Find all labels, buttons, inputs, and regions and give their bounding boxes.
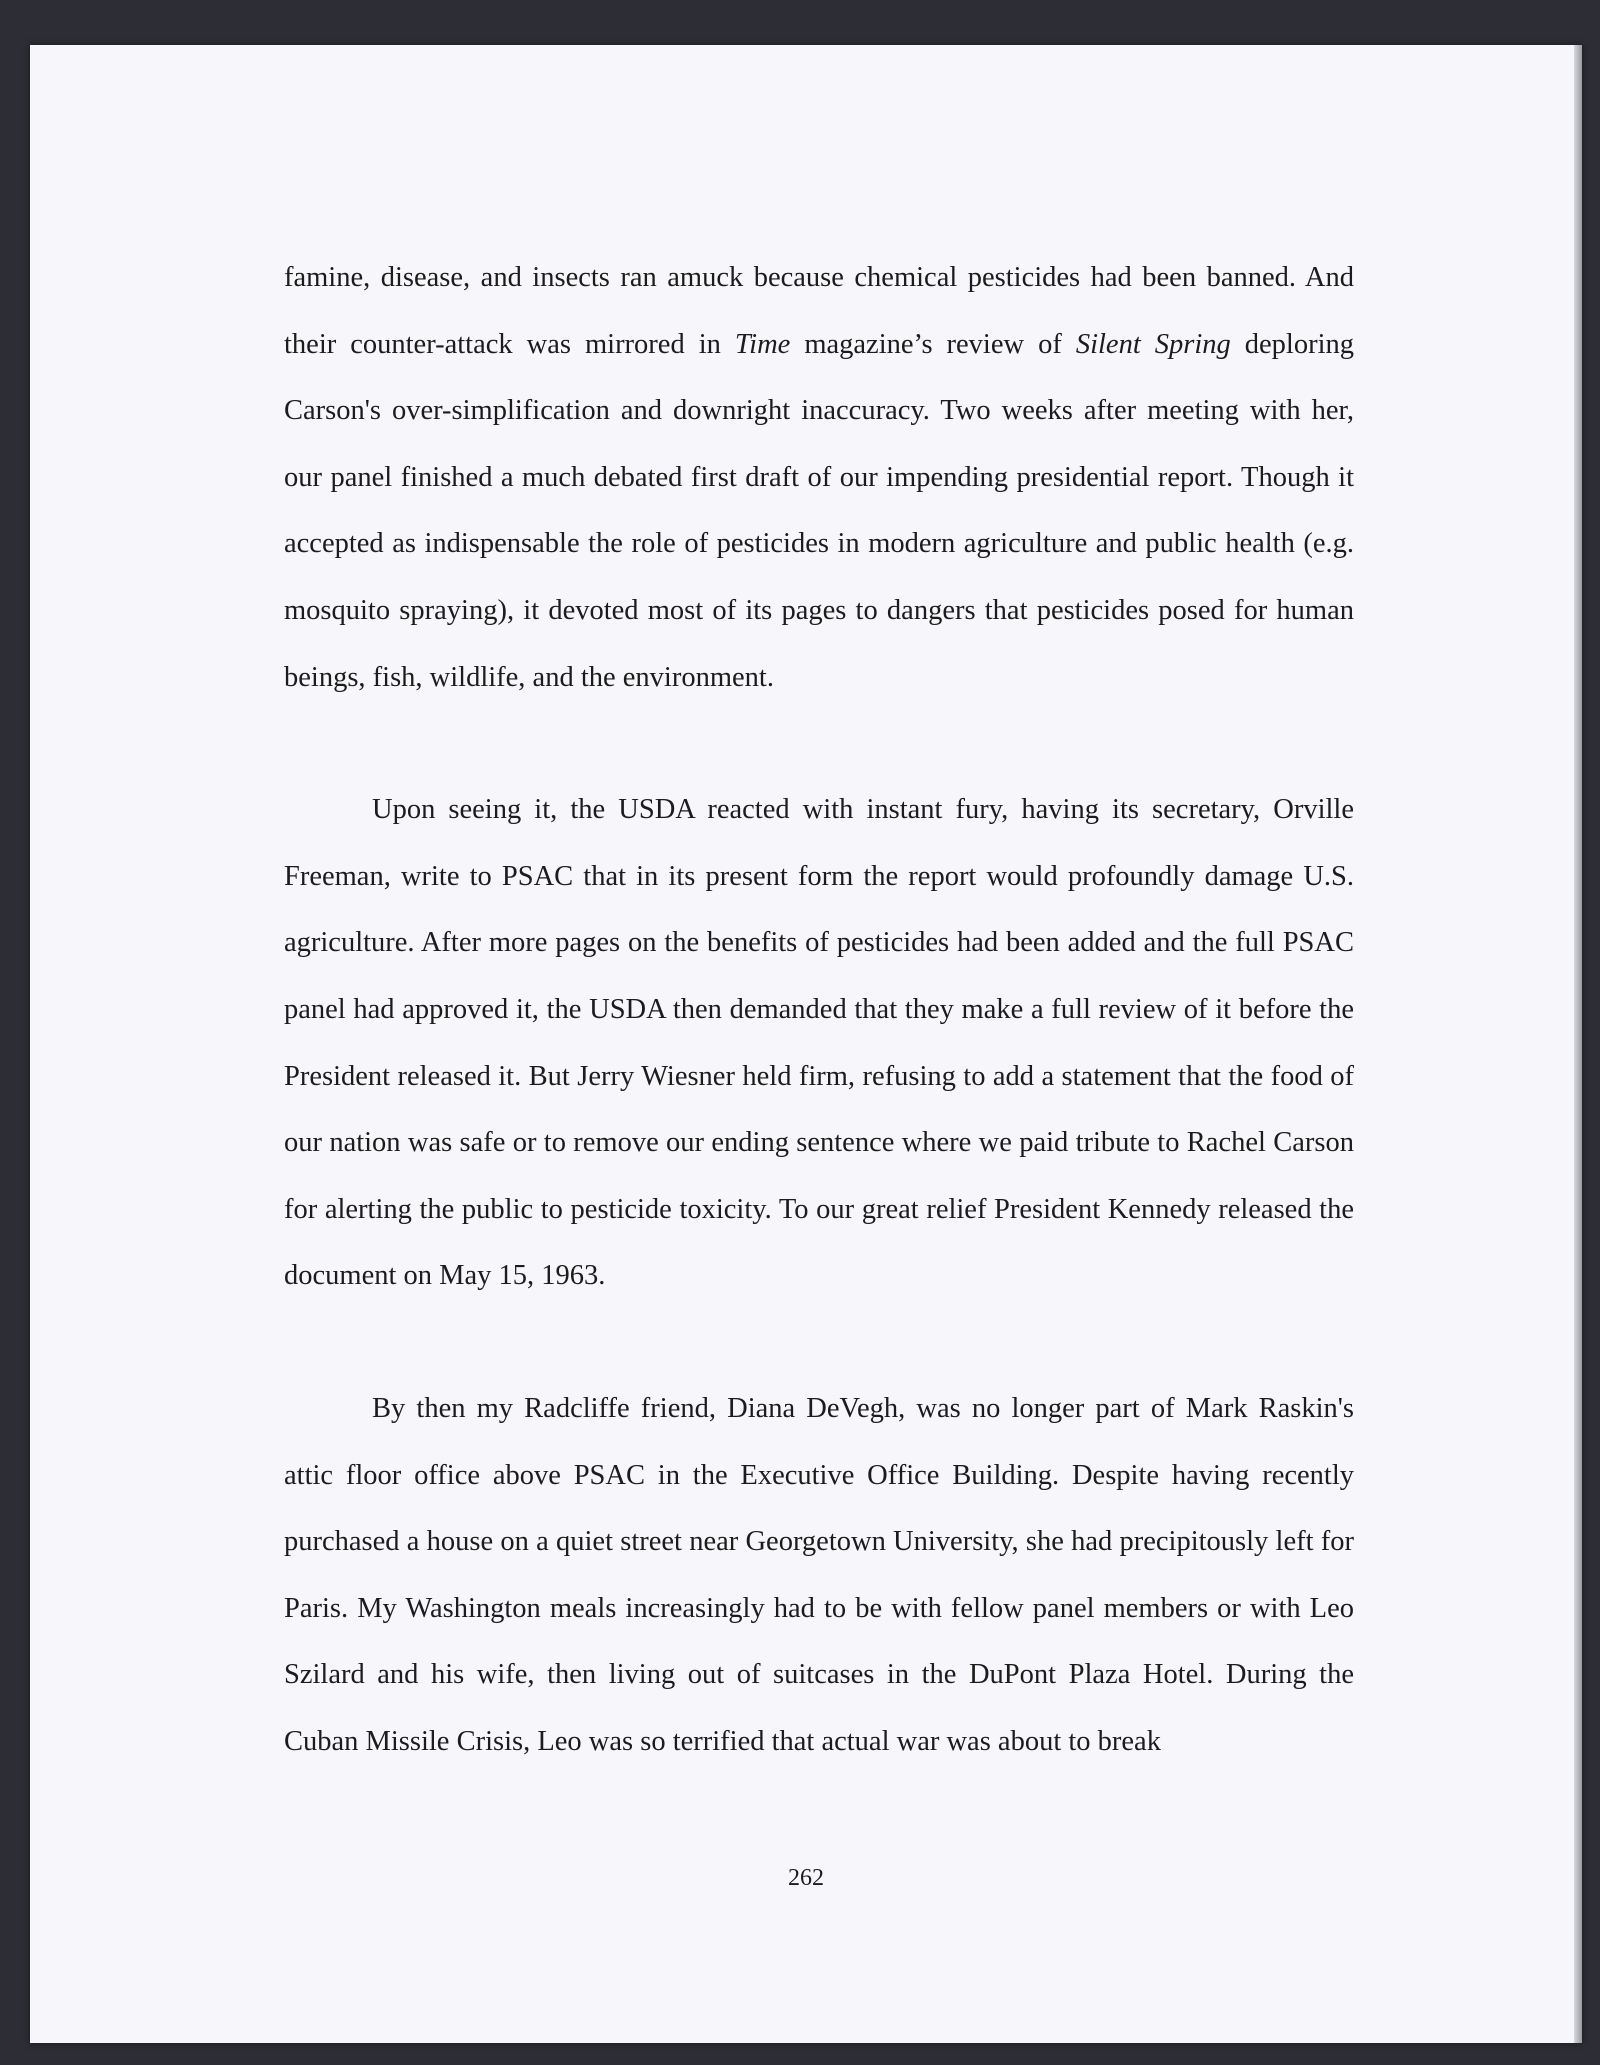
paragraph-2-run-1: Upon seeing it, the USDA reacted with instant fury, having its secretary, Orville Freeman, write to PSAC that in its present form the report would profoundly damage U.S. agriculture. After more pages on the benefits of pesticides had been added and the full PSAC panel had approved it, the USDA then demanded that they make a full review of it before the President released it. But Jerry Wiesner held firm, refusing to add a statement that the food of our nation was safe or to remove our ending sentence where we paid tribute to Rachel Carson for alerting the public to pesticide toxicity. To our great relief President Kennedy released the document on May 15, 1963.: [284, 794, 1354, 1292]
paragraph-gap: [284, 711, 1354, 777]
paragraph-2: [284, 777, 1354, 1310]
paragraph-3-run-1: By then my Radcliffe friend, Diana DeVegh, was no longer part of Mark Raskin's attic floor office above PSAC in the Executive Office Building. Despite having recently purchased a house on a quiet street near Georgetown University, she had precipitously left for Paris. My Washington meals increasingly had to be with fellow panel members or with Leo Szilard and his wife, then living out of suitcases in the DuPont Plaza Hotel. During the Cuban Missile Crisis, Leo was so terrified that actual war was about to break: [284, 1392, 1354, 1757]
body-text: [284, 245, 1354, 1775]
paragraph-1-run-4-italic-title: Silent Spring: [1075, 328, 1231, 360]
page-number: 262: [788, 1865, 824, 1891]
paragraph-1-run-2-italic-title: Time: [734, 328, 791, 360]
paragraph-gap: [284, 1310, 1354, 1376]
paragraph-1-run-3: magazine’s review of: [790, 328, 1076, 360]
paragraph-3: [284, 1376, 1354, 1776]
document-page: [30, 45, 1582, 2043]
paragraph-1: [284, 245, 1354, 711]
paragraph-1-run-1: famine, disease, and insects ran amuck because chemical pesticides had been banned. And their counter-attack was mirrored in: [284, 262, 1354, 360]
paragraph-1-run-5: deploring Carson's over-simplification and downright inaccuracy. Two weeks after meeting with her, our panel finished a much debated first draft of our impending presidential report. Though it accepted as indispensable the role of pesticides in modern agriculture and public health (e.g. mosquito spraying), it devoted most of its pages to dangers that pesticides posed for human beings, fish, wildlife, and the environment.: [284, 328, 1354, 693]
page-edge-shadow: [1574, 45, 1582, 2043]
